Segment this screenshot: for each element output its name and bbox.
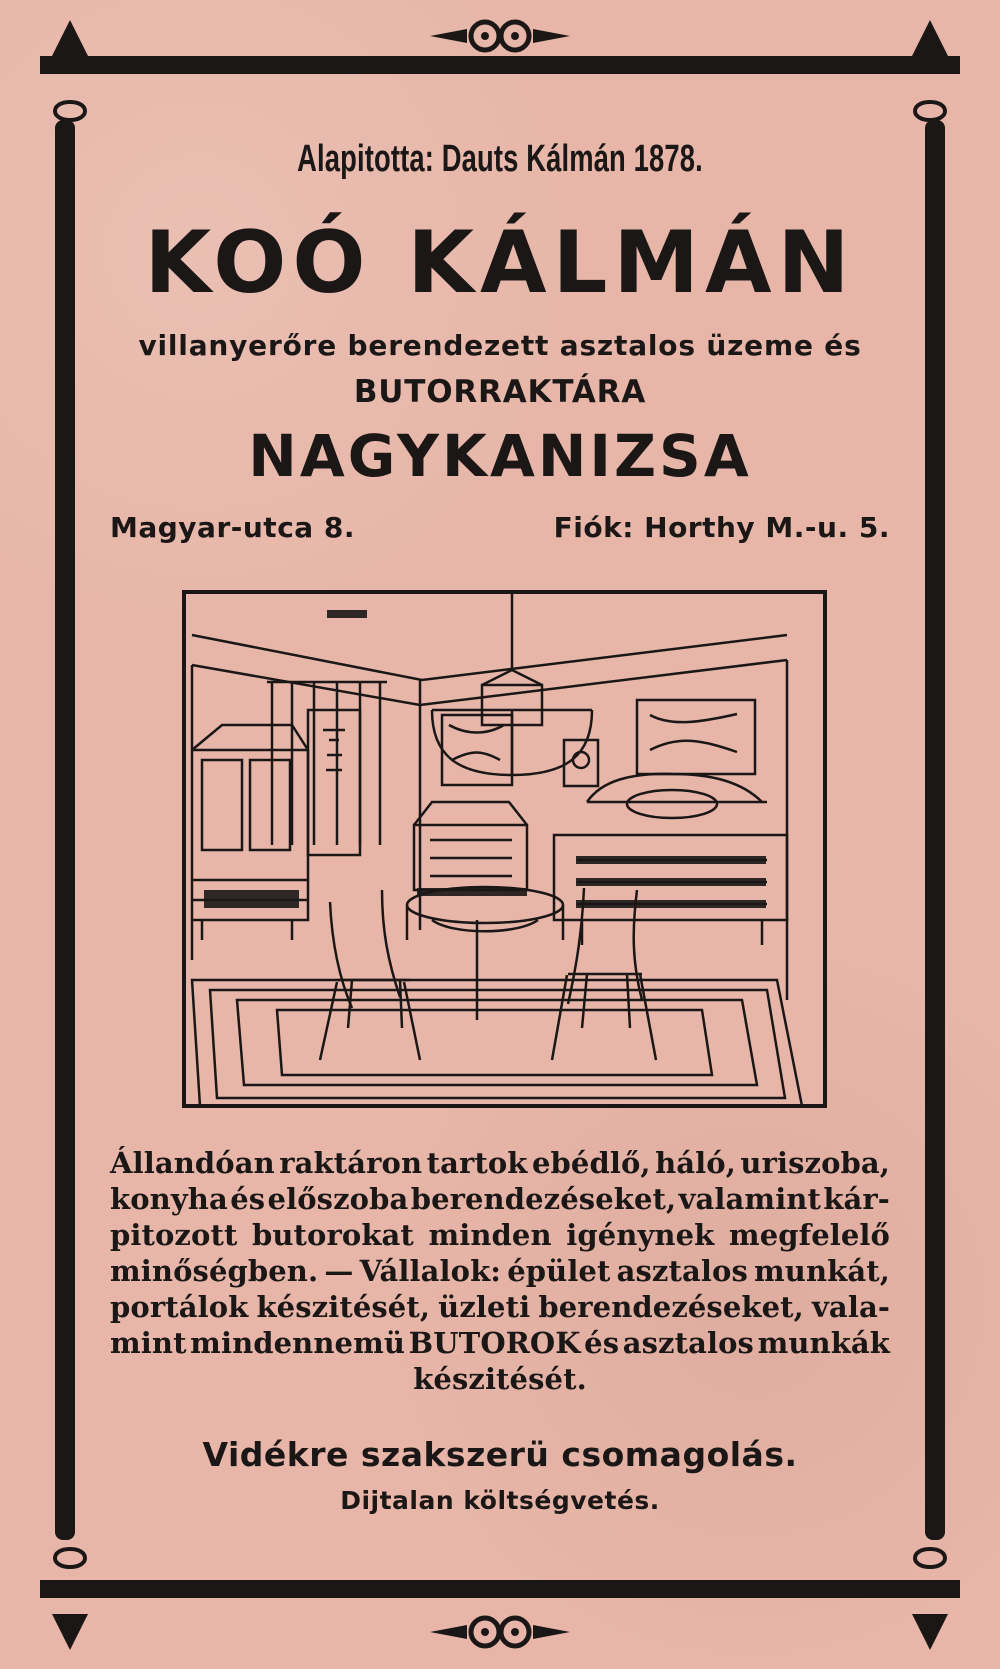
triangle-ornament-icon (52, 1614, 88, 1650)
furniture-illustration (182, 590, 827, 1108)
scroll-ornament-icon (430, 22, 570, 50)
business-subtitle: villanyerőre berendezett asztalos üzeme és (138, 329, 862, 362)
business-name: KOÓ KÁLMÁN (144, 213, 856, 313)
branch-address: Fiók: Horthy M.-u. 5. (553, 511, 890, 544)
advertisement-content (110, 128, 890, 1538)
right-bottom-link (915, 1549, 945, 1567)
right-top-link (915, 102, 945, 120)
city-title: NAGYKANIZSA (248, 422, 752, 490)
founded-line: Alapitotta: Dauts Kálmán 1878. (297, 138, 703, 180)
triangle-ornament-icon (912, 20, 948, 56)
triangle-ornament-icon (912, 1614, 948, 1650)
estimate-line: Dijtalan költségvetés. (340, 1486, 660, 1515)
left-top-link (55, 102, 85, 120)
left-border-bar (55, 120, 75, 1540)
body-line: Állandóan raktáron tartok ebédlő, háló, uriszoba, (110, 1146, 890, 1180)
right-border-bar (925, 120, 945, 1540)
warehouse-title: BUTORRAKTÁRA (353, 374, 647, 410)
body-line: minőségben. — Vállalok: épület asztalos munkát, (110, 1253, 890, 1288)
body-line: pitozott butorokat minden igénynek megfelelő (110, 1217, 890, 1252)
top-border-bar (40, 56, 960, 74)
triangle-ornament-icon (52, 20, 88, 56)
body-line: portálok készitését, üzleti berendezéseket, vala- (110, 1289, 890, 1324)
body-line: konyha és előszoba berendezéseket, valamint kár- (110, 1181, 890, 1216)
body-line: mint mindennemü BUTOROK és asztalos munkák (110, 1325, 890, 1360)
main-address: Magyar-utca 8. (110, 511, 356, 544)
scroll-ornament-icon (430, 1618, 570, 1646)
bottom-border-bar (40, 1580, 960, 1598)
left-bottom-link (55, 1549, 85, 1567)
body-line: készitését. (413, 1361, 587, 1396)
packing-line: Vidékre szakszerü csomagolás. (202, 1435, 798, 1474)
advertisement-body (110, 1146, 890, 1398)
address-row (110, 511, 890, 549)
